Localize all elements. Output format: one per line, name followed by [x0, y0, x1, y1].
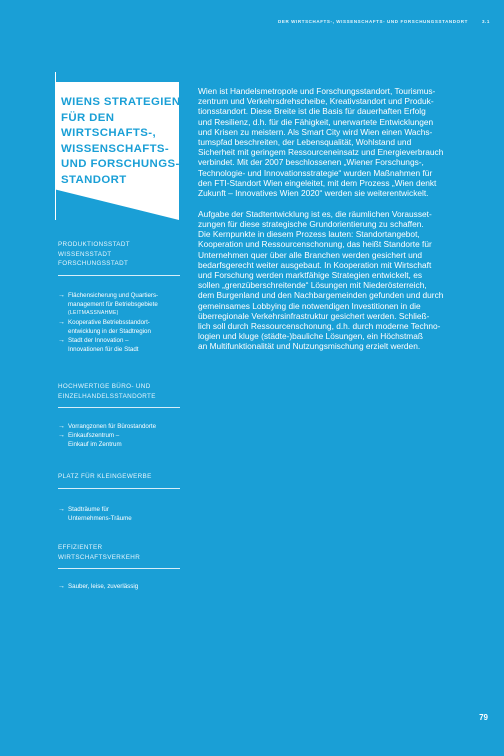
chapter-title: DER WIRTSCHAFTS-, WISSENSCHAFTS- UND FORSCHUNGSSTANDORT [278, 19, 468, 24]
section-heading [58, 543, 180, 562]
list-item[interactable] [58, 318, 180, 336]
body-line: dem Burgenland und den Nachbargemeinden gefunden und durch [198, 290, 444, 301]
section-rule [58, 568, 180, 569]
title-line: UND FORSCHUNGS- [61, 158, 180, 170]
section-produktionsstadt [58, 240, 180, 354]
item-line: Flächensicherung und Quartiers- [68, 291, 159, 299]
item-line: Stadträume für [68, 505, 109, 513]
item-line: entwicklung in der Stadtregion [68, 327, 151, 335]
list-item[interactable] [58, 336, 180, 354]
section-heading [58, 240, 180, 269]
arrow-icon: → [58, 583, 65, 590]
title-line: STANDORT [61, 173, 127, 186]
heading-line: WISSENSSTADT [58, 250, 112, 258]
section-buero-einzelhandel [58, 382, 180, 449]
list-item[interactable] [58, 505, 180, 523]
body-line: und Krisen zu meistern. Als Smart City wird Wien einen Wachs- [198, 126, 433, 137]
body-line: Unternehmen quer über alle Branchen werden gesichert und [198, 249, 423, 260]
heading-line: PRODUKTIONSSTADT [58, 241, 130, 248]
body-line: und Resilienz, d.h. für die Fähigkeit, unerwartete Entwicklungen [198, 116, 434, 127]
item-line: Kooperative Betriebsstandort- [68, 318, 150, 326]
arrow-icon: → [58, 432, 65, 439]
section-heading [58, 472, 180, 482]
section-rule [58, 488, 180, 489]
section-rule [58, 275, 180, 276]
heading-line: PLATZ FÜR KLEINGEWERBE [58, 473, 152, 480]
running-header [278, 19, 490, 24]
body-line: zentrum und Verkehrsdrehscheibe, Kreativstandort und Produk- [198, 96, 434, 107]
heading-line: HOCHWERTIGE BÜRO- UND [58, 383, 151, 390]
body-line: bedarfsgerecht weiter ausgebaut. In Kooperation mit Wirtschaft [198, 259, 432, 270]
arrow-icon: → [58, 336, 65, 344]
body-line: Sicherheit mit geringem Ressourceneinsatz und Energieverbrauch [198, 147, 444, 158]
section-heading [58, 382, 180, 401]
title-line: WISSENSCHAFTS- [61, 142, 170, 155]
heading-line: WIRTSCHAFTSVERKEHR [58, 553, 141, 561]
body-line: lich soll durch Ressourcenschonung, d.h. durch moderne Techno- [198, 320, 441, 331]
paragraph-gap [198, 198, 470, 209]
body-line: überregionale Verkehrsinfrastruktur gesichert werden. Schließ- [198, 310, 430, 321]
body-line: an Multifunktionalität und Nutzungsmischung erzielt werden. [198, 341, 421, 352]
body-line: Technologie- und Innovationsstrategie“ wurden Maßnahmen für [198, 167, 433, 178]
body-line: Die Kernpunkte in diesem Prozess lauten: Standortangebot, [198, 229, 420, 240]
item-note: (LEITMASSNAHME) [68, 309, 119, 316]
item-line: Innovationen für die Stadt [68, 345, 139, 353]
item-line: Einkauf im Zentrum [68, 441, 122, 448]
list-item[interactable] [58, 422, 180, 431]
body-line: tionsstandort. Diese Breite ist die Basis für dauerhaften Erfolg [198, 106, 426, 117]
heading-line: EFFIZIENTER [58, 544, 103, 551]
heading-line: EINZELHANDELSSTANDORTE [58, 392, 156, 400]
page-title [61, 95, 181, 188]
item-line: management für Betriebsgebiete [68, 300, 158, 308]
body-line: und Forschung werden marktfähige Strategien entwickelt, es [198, 269, 423, 280]
list-item[interactable] [58, 582, 180, 591]
arrow-icon: → [58, 505, 65, 513]
body-text [198, 86, 470, 352]
item-line: Sauber, leise, zuverlässig [68, 583, 139, 590]
chapter-number: 3.1 [481, 19, 490, 24]
item-line: Vorrangzonen für Bürostandorte [68, 423, 157, 430]
list-item[interactable] [58, 431, 180, 449]
item-line: Einkaufszentrum – [68, 432, 120, 439]
body-line: zungen für diese strategische Grundorientierung zu schaffen. [198, 218, 424, 229]
section-wirtschaftsverkehr [58, 543, 180, 591]
body-line: verbindet. Mit der 2007 beschlossenen „Wiener Forschungs-, [198, 157, 424, 168]
body-line: Aufgabe der Stadtentwicklung ist es, die räumlichen Vorausset- [198, 208, 432, 219]
title-rule [55, 72, 56, 220]
body-line: sollen „grenzüberschreitende“ Lösungen mit Niederösterreich, [198, 280, 427, 291]
section-kleingewerbe [58, 472, 180, 523]
arrow-icon: → [58, 318, 65, 326]
title-line: FÜR DEN [61, 111, 115, 124]
body-line: Wien ist Handelsmetropole und Forschungsstandort, Tourismus- [198, 86, 436, 96]
page-number: 79 [479, 713, 488, 722]
arrow-icon: → [58, 423, 65, 430]
body-line: gemeinsames Lobbying die notwendigen Investitionen in die [198, 300, 421, 311]
section-rule [58, 407, 180, 408]
item-line: Unternehmens-Träume [68, 514, 132, 522]
list-item[interactable] [58, 291, 180, 318]
body-line: Kooperation und Ressourcenschonung, das heißt Standorte für [198, 239, 432, 250]
arrow-icon: → [58, 291, 65, 299]
body-line: Zukunft – Innovatives Wien 2020“ werden sie weiterentwickelt. [198, 188, 429, 199]
body-line: den FTI-Standort Wien eingeleitet, mit dem Prozess „Wien denkt [198, 177, 437, 188]
body-line: tumspfad beschreiten, der Lebensqualität, Wohlstand und [198, 137, 412, 148]
title-line: WIRTSCHAFTS-, [61, 127, 157, 139]
title-line: WIENS STRATEGIEN [61, 96, 181, 108]
body-line: logien und kluge (städte-)bauliche Lösungen, ein Höchstmaß [198, 331, 423, 342]
item-line: Stadt der Innovation – [68, 336, 129, 344]
heading-line: FORSCHUNGSSTADT [58, 260, 129, 267]
